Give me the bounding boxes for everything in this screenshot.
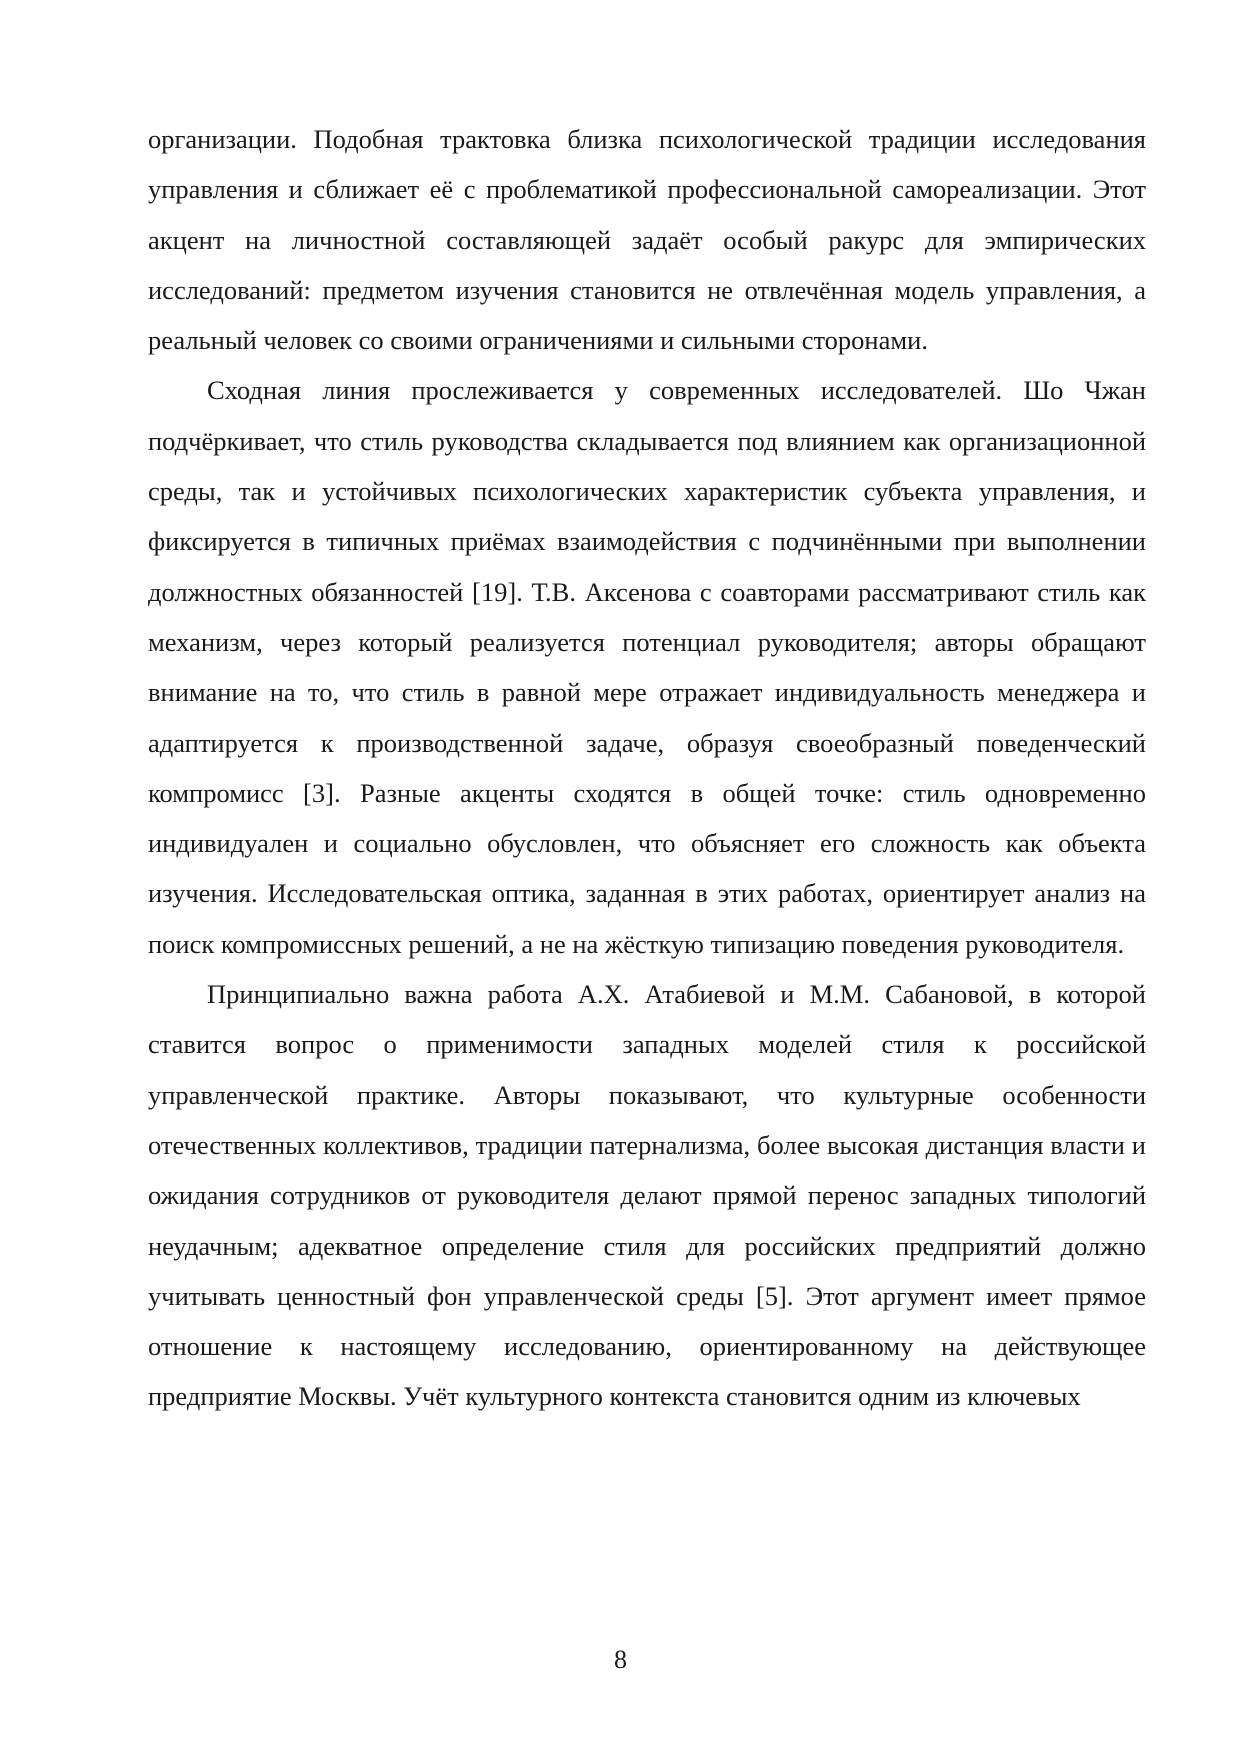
page-number: 8 xyxy=(614,1645,627,1674)
paragraph-atabieva-sabanova: Принципиально важна работа А.Х. Атабиевой и М.М. Сабановой, в которой ставится вопрос о применимости западных моделей стиля к российской управленческой практике. Авторы показывают, что культурные особенности отечественных коллективов, традиции патернализма, более высокая дистанция власти и ожидания сотрудников от руководителя делают прямой перенос западных типологий неудачным; адекватное определение стиля для российских предприятий должно учитывать ценностный фон управленческой среды [5]. Этот аргумент имеет прямое отношение к настоящему исследованию, ориентированному на действующее предприятие Москвы. Учёт культурного контекста становится одним из ключевых xyxy=(148,979,1146,1412)
paragraph-zhang-aksenova: Сходная линия прослеживается у современных исследователей. Шо Чжан подчёркивает, что стиль руководства складывается под влиянием как организационной среды, так и устойчивых психологических характеристик субъекта управления, и фиксируется в типичных приёмах взаимодействия с подчинёнными при выполнении должностных обязанностей [19]. Т.В. Аксенова с соавторами рассматривают стиль как механизм, через который реализуется потенциал руководителя; авторы обращают внимание на то, что стиль в равной мере отражает индивидуальность менеджера и адаптируется к производственной задаче, образуя своеобразный поведенческий компромисс [3]. Разные акценты сходятся в общей точке: стиль одновременно индивидуален и социально обусловлен, что объясняет его сложность как объекта изучения. Исследовательская оптика, заданная в этих работах, ориентирует анализ на поиск компромиссных решений, а не на жёсткую типизацию поведения руководителя. xyxy=(148,375,1146,959)
paragraph-continuation: организации. Подобная трактовка близка психологической традиции исследования управления и сближает её с проблематикой профессиональной самореализации. Этот акцент на личностной составляющей задаёт особый ракурс для эмпирических исследований: предметом изучения становится не отвлечённая модель управления, а реальный человек со своими ограничениями и сильными сторонами. xyxy=(148,124,1146,356)
text-body xyxy=(148,114,1146,1422)
